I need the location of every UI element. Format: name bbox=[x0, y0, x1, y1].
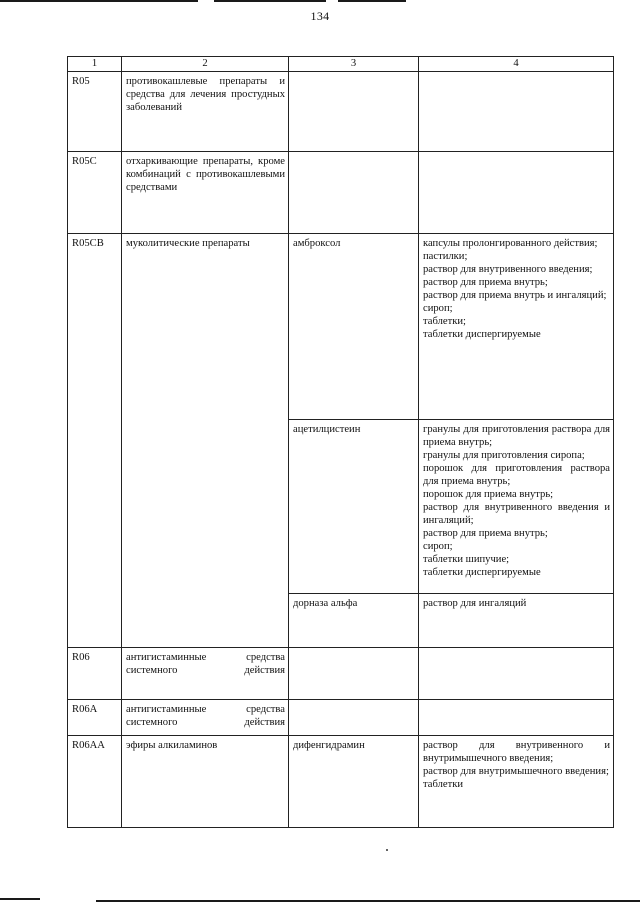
drug-name: дорназа альфа bbox=[289, 594, 419, 648]
atc-code: R06A bbox=[68, 700, 122, 736]
drug-name: дифенгидрамин bbox=[289, 736, 419, 828]
table-row bbox=[68, 72, 614, 152]
table-row bbox=[68, 152, 614, 234]
medication-table bbox=[67, 56, 614, 828]
dosage-form-item: таблетки bbox=[423, 779, 464, 790]
atc-code: R05 bbox=[68, 72, 122, 152]
dosage-form-cell bbox=[419, 152, 614, 234]
column-header-1: 1 bbox=[68, 57, 122, 72]
dosage-form-item: порошок для приема внутрь; bbox=[423, 489, 554, 500]
atc-code: R05CB bbox=[68, 234, 122, 648]
table-header-row bbox=[68, 57, 614, 72]
dosage-form-item: раствор для приема внутрь; bbox=[423, 528, 548, 539]
drug-name: амброксол bbox=[289, 234, 419, 420]
drug-name-cell bbox=[289, 700, 419, 736]
dosage-forms bbox=[419, 594, 614, 648]
dosage-forms bbox=[419, 234, 614, 420]
dosage-form-cell bbox=[419, 72, 614, 152]
table-row bbox=[68, 736, 614, 828]
dosage-form-item: гранулы для приготовления раствора для приема внутрь; bbox=[423, 424, 610, 448]
dosage-forms bbox=[419, 420, 614, 594]
column-header-4: 4 bbox=[419, 57, 614, 72]
dosage-form-item: порошок для приготовления раствора для приема внутрь; bbox=[423, 463, 610, 487]
atc-group-name: антигистаминные средства системного действия bbox=[122, 700, 289, 736]
column-header-3: 3 bbox=[289, 57, 419, 72]
atc-group-name: муколитические препараты bbox=[122, 234, 289, 648]
top-scan-line bbox=[0, 0, 640, 3]
dosage-form-item: таблетки диспергируемые bbox=[423, 567, 541, 578]
dosage-form-item: раствор для внутривенного введения и ингаляций; bbox=[423, 502, 610, 526]
drug-name-cell bbox=[289, 152, 419, 234]
dosage-form-item: пастилки; bbox=[423, 251, 468, 262]
table-row bbox=[68, 648, 614, 700]
column-header-2: 2 bbox=[122, 57, 289, 72]
dosage-form-item: раствор для приема внутрь; bbox=[423, 277, 548, 288]
dosage-form-item: раствор для приема внутрь и ингаляций; bbox=[423, 290, 607, 301]
atc-group-name: эфиры алкиламинов bbox=[122, 736, 289, 828]
page-number: 134 bbox=[310, 9, 330, 23]
drug-name-cell bbox=[289, 72, 419, 152]
bottom-scan-line bbox=[0, 895, 640, 905]
dosage-form-item: таблетки диспергируемые bbox=[423, 329, 541, 340]
dosage-form-item: раствор для ингаляций bbox=[423, 598, 527, 609]
dosage-form-item: раствор для внутривенного введения; bbox=[423, 264, 593, 275]
atc-group-name: противокашлевые препараты и средства для лечения простудных заболеваний bbox=[122, 72, 289, 152]
scan-speck bbox=[386, 849, 388, 851]
drug-name-cell bbox=[289, 648, 419, 700]
dosage-form-item: таблетки; bbox=[423, 316, 466, 327]
dosage-forms bbox=[419, 736, 614, 828]
table-row bbox=[68, 700, 614, 736]
dosage-form-cell bbox=[419, 700, 614, 736]
atc-code: R05C bbox=[68, 152, 122, 234]
atc-code: R06 bbox=[68, 648, 122, 700]
dosage-form-item: сироп; bbox=[423, 541, 453, 552]
dosage-form-item: таблетки шипучие; bbox=[423, 554, 510, 565]
dosage-form-item: сироп; bbox=[423, 303, 453, 314]
drug-name: ацетилцистеин bbox=[289, 420, 419, 594]
dosage-form-cell bbox=[419, 648, 614, 700]
atc-group-name: антигистаминные средства системного действия bbox=[122, 648, 289, 700]
dosage-form-item: раствор для внутримышечного введения; bbox=[423, 766, 609, 777]
table-row bbox=[68, 234, 614, 420]
atc-group-name: отхаркивающие препараты, кроме комбинаций с противокашлевыми средствами bbox=[122, 152, 289, 234]
atc-code: R06AA bbox=[68, 736, 122, 828]
dosage-form-item: раствор для внутривенного и внутримышечного введения; bbox=[423, 740, 610, 764]
dosage-form-item: гранулы для приготовления сиропа; bbox=[423, 450, 585, 461]
dosage-form-item: капсулы пролонгированного действия; bbox=[423, 238, 598, 249]
